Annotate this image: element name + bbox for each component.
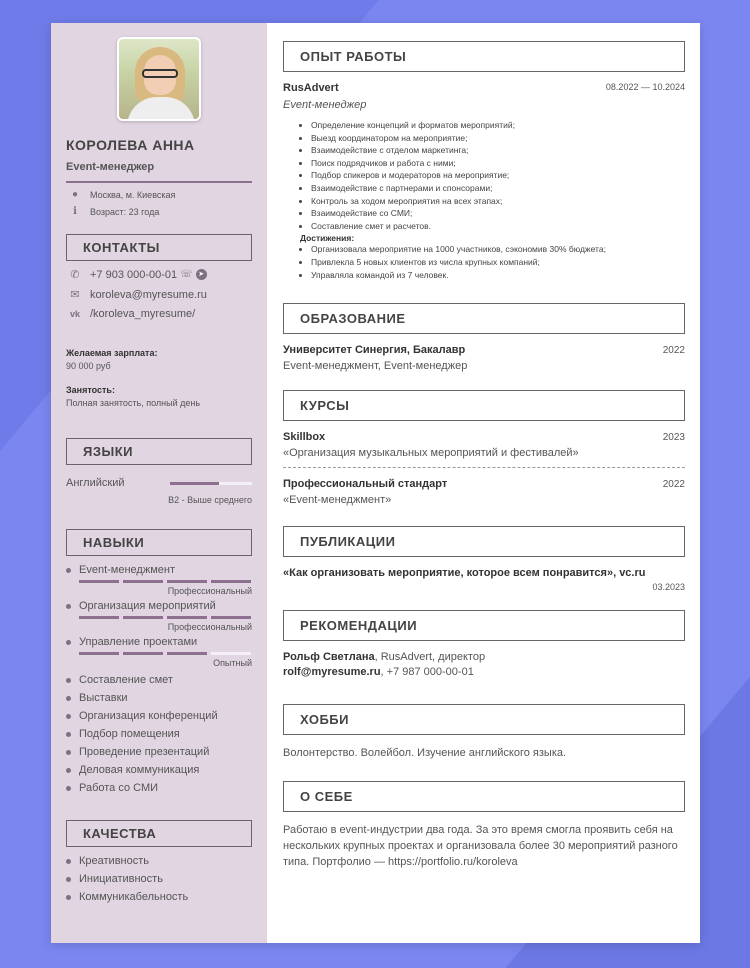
profile-photo — [117, 37, 201, 121]
language-row — [66, 477, 252, 489]
quality-item — [66, 873, 252, 885]
location-pin-icon: ● — [71, 189, 79, 200]
course-name: «Организация музыкальных мероприятий и фестивалей» — [283, 447, 579, 460]
experience-heading: ОПЫТ РАБОТЫ — [283, 41, 685, 72]
skill-item — [66, 782, 252, 794]
publication-name: «Как организовать мероприятие, которое всем понравится», vc.ru — [283, 567, 646, 580]
course-provider: Профессиональный стандарт — [283, 478, 448, 491]
job-header — [283, 82, 685, 94]
duties-list — [311, 119, 685, 232]
age-row — [66, 206, 252, 217]
recommender-company: , RusAdvert, директор — [374, 651, 486, 664]
email-link[interactable]: koroleva@myresume.ru — [90, 288, 207, 301]
education-heading: ОБРАЗОВАНИЕ — [283, 303, 685, 334]
employment-value: Полная занятость, полный день — [66, 398, 201, 408]
languages-heading: ЯЗЫКИ — [66, 438, 252, 465]
resume-sheet — [51, 23, 700, 943]
skill-level-bars — [79, 616, 252, 619]
job-dates: 08.2022 — 10.2024 — [605, 82, 685, 92]
course-year: 2022 — [662, 479, 685, 491]
course-header — [283, 431, 685, 443]
contacts-heading: КОНТАКТЫ — [66, 234, 252, 261]
skills-heading: НАВЫКИ — [66, 529, 252, 556]
course-name: «Event-менеджмент» — [283, 494, 392, 507]
employment-label: Занятость: — [66, 385, 115, 395]
about-text: Работаю в event-индустрии два года. За это время смогла проявить себя на нескольких крупных проектах и организовала более 30 мероприятий разного типа. Портфолио — https://portfolio.ru/koroleva — [283, 824, 678, 869]
quality-name: Инициативность — [79, 873, 163, 885]
vk-link[interactable]: /koroleva_myresume/ — [90, 308, 196, 320]
duty-item: • Поиск подрядчиков и работа с ними; — [311, 157, 685, 170]
skill-name: Работа со СМИ — [79, 782, 159, 794]
skill-item — [66, 564, 252, 576]
skill-item — [66, 692, 252, 704]
skill-item — [66, 764, 252, 776]
duty-item: • Выезд координатором на мероприятие; — [311, 132, 685, 145]
info-icon: i — [73, 206, 77, 217]
hobbies-heading: ХОББИ — [283, 704, 685, 735]
salary-value: 90 000 руб — [66, 361, 111, 371]
duty-item: • Составление смет и расчетов. — [311, 220, 685, 233]
age-text: Возраст: 23 года — [90, 206, 160, 217]
viber-icon[interactable]: ☏ — [180, 269, 193, 280]
skill-name: Организация мероприятий — [79, 600, 216, 612]
candidate-name: КОРОЛЕВА АННА — [66, 137, 195, 153]
course-header — [283, 478, 685, 490]
recommender-email[interactable]: rolf@myresume.ru — [283, 666, 381, 679]
location-text: Москва, м. Киевская — [90, 189, 176, 200]
duty-item: • Определение концепций и форматов мероприятий; — [311, 119, 685, 132]
skill-name: Выставки — [79, 692, 128, 704]
education-header — [283, 344, 685, 356]
duty-item: • Взаимодействие со СМИ; — [311, 207, 685, 220]
quality-name: Креативность — [79, 855, 150, 867]
about-heading: О СЕБЕ — [283, 781, 685, 812]
skill-name: Event-менеджмент — [79, 564, 175, 576]
vk-icon: vk — [69, 309, 80, 319]
education-institution: Университет Синергия, Бакалавр — [283, 344, 466, 357]
duty-item: • Взаимодействие с партнерами и спонсорами; — [311, 182, 685, 195]
language-name: Английский — [66, 477, 125, 489]
skill-level-bars — [79, 580, 252, 583]
job-position: Event-менеджер — [283, 99, 367, 111]
qualities-heading: КАЧЕСТВА — [66, 820, 252, 847]
publications-heading: ПУБЛИКАЦИИ — [283, 526, 685, 557]
skill-item — [66, 674, 252, 686]
sidebar — [51, 23, 267, 943]
skill-level: Профессиональный — [167, 586, 252, 596]
skill-name: Организация конференций — [79, 710, 218, 722]
skill-level: Профессиональный — [167, 622, 252, 632]
achievement-item: • Организовала мероприятие на 1000 участников, сэкономив 30% бюджета; — [311, 243, 685, 256]
quality-item — [66, 855, 252, 867]
recommendation-contact-row — [283, 666, 685, 678]
recommendation-person-row — [283, 651, 685, 663]
phone-icon: ✆ — [70, 269, 80, 281]
skill-name: Подбор помещения — [79, 728, 180, 740]
language-level-bar — [170, 482, 252, 485]
skill-level-bars — [79, 652, 252, 655]
skill-item — [66, 600, 252, 612]
recommender-name: Рольф Светлана — [283, 651, 375, 664]
recommender-phone: , +7 987 000-00-01 — [380, 666, 474, 679]
location-row — [66, 189, 252, 200]
skill-name: Управление проектами — [79, 636, 198, 648]
recommendations-heading: РЕКОМЕНДАЦИИ — [283, 610, 685, 641]
hobbies-text: Волонтерство. Волейбол. Изучение английского языка. — [283, 747, 567, 760]
job-company: RusAdvert — [283, 82, 339, 94]
courses-heading: КУРСЫ — [283, 390, 685, 421]
duty-item: • Взаимодействие с отделом маркетинга; — [311, 144, 685, 157]
main-content — [267, 23, 700, 943]
language-level: B2 - Выше среднего — [168, 495, 252, 505]
telegram-icon[interactable]: ➤ — [196, 269, 207, 280]
divider — [66, 181, 252, 183]
quality-item — [66, 891, 252, 903]
skill-item — [66, 710, 252, 722]
phone-row — [66, 268, 252, 281]
achievement-item: • Управляла командой из 7 человек. — [311, 269, 685, 282]
candidate-role: Event-менеджер — [66, 161, 155, 173]
achievements-list — [311, 243, 685, 281]
skill-level: Опытный — [213, 658, 252, 668]
skill-name: Проведение презентаций — [79, 746, 210, 758]
skill-item — [66, 728, 252, 740]
course-provider: Skillbox — [283, 431, 326, 444]
phone-link[interactable]: +7 903 000-00-01 — [90, 268, 178, 281]
skill-name: Деловая коммуникация — [79, 764, 200, 776]
skill-item — [66, 636, 252, 648]
skill-name: Составление смет — [79, 674, 173, 686]
email-row — [66, 288, 252, 301]
publication-row — [283, 567, 685, 579]
course-year: 2023 — [662, 432, 685, 444]
education-year: 2022 — [662, 345, 685, 357]
achievements-label: Достижения: — [300, 233, 355, 244]
mail-icon: ✉ — [70, 289, 80, 301]
salary-label: Желаемая зарплата: — [66, 348, 158, 358]
quality-name: Коммуникабельность — [79, 891, 189, 903]
achievement-item: • Привлекла 5 новых клиентов из числа крупных компаний; — [311, 256, 685, 269]
dashed-divider — [283, 467, 685, 468]
publication-date: 03.2023 — [652, 582, 685, 593]
skill-item — [66, 746, 252, 758]
duty-item: • Контроль за ходом мероприятия на всех этапах; — [311, 195, 685, 208]
education-specialty: Event-менеджмент, Event-менеджер — [283, 360, 468, 373]
duty-item: • Подбор спикеров и модераторов на мероприятие; — [311, 169, 685, 182]
vk-row — [66, 308, 252, 320]
